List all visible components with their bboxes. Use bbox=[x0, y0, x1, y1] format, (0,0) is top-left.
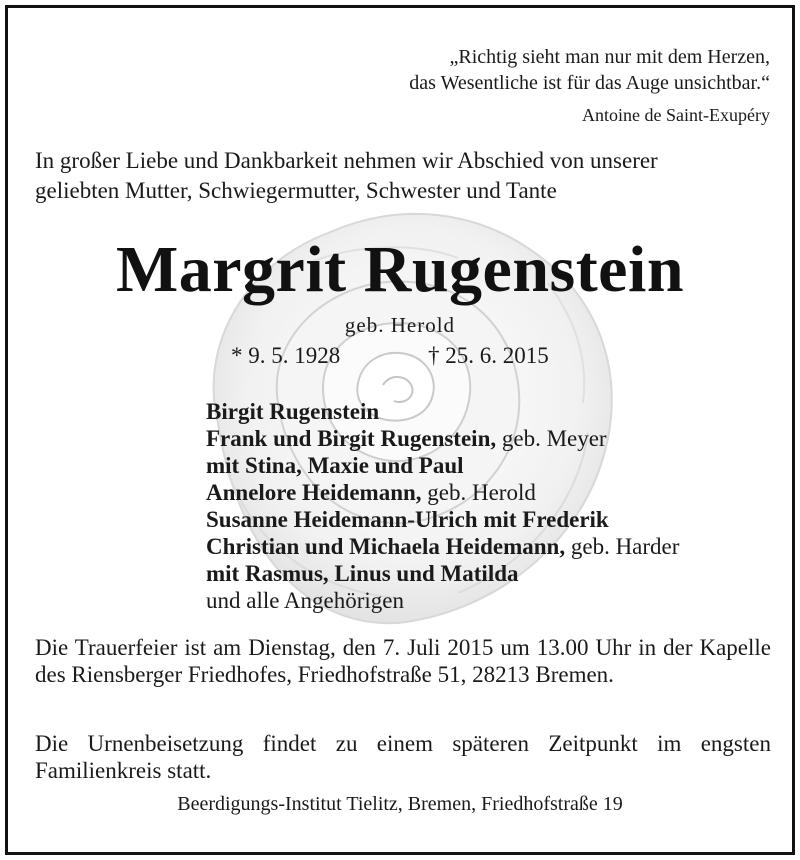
mourner-normal: und alle Angehörigen bbox=[206, 588, 405, 613]
mourner-bold: mit Rasmus, Linus und Matilda bbox=[206, 561, 519, 586]
quote-line-2: das Wesentliche ist für das Auge unsichtbar.“ bbox=[409, 72, 770, 94]
mourner-line bbox=[206, 452, 679, 479]
death-date: † 25. 6. 2015 bbox=[428, 343, 549, 368]
intro-text bbox=[35, 146, 771, 206]
mourner-bold: Christian und Michaela Heidemann, bbox=[206, 534, 566, 559]
mourners-list bbox=[206, 398, 679, 614]
intro-line-1: In großer Liebe und Dankbarkeit nehmen wir Abschied von unserer bbox=[35, 148, 658, 173]
mourner-normal: geb. Harder bbox=[565, 534, 680, 559]
intro-line-2: geliebten Mutter, Schwiegermutter, Schwester und Tante bbox=[35, 178, 557, 203]
birth-name bbox=[8, 313, 792, 338]
birth-date: * 9. 5. 1928 bbox=[231, 343, 341, 368]
mourner-line bbox=[206, 425, 679, 452]
quote-block bbox=[409, 44, 770, 128]
birth-name-text: geb. Herold bbox=[344, 313, 456, 337]
mourner-normal: geb. Herold bbox=[421, 480, 536, 505]
quote-line-1: „Richtig sieht man nur mit dem Herzen, bbox=[449, 46, 770, 68]
deceased-name: Margrit Rugenstein bbox=[115, 233, 685, 306]
mourner-line bbox=[206, 533, 679, 560]
quote-author: Antoine de Saint-Exupéry bbox=[582, 105, 770, 125]
urn-burial-info: Die Urnenbeisetzung findet zu einem späteren Zeitpunkt im engsten Familienkreis statt. bbox=[35, 731, 771, 783]
mourner-bold: Susanne Heidemann-Ulrich mit Frederik bbox=[206, 507, 609, 532]
mourner-bold: mit Stina, Maxie und Paul bbox=[206, 453, 464, 478]
obituary-notice bbox=[5, 5, 795, 855]
mourner-line bbox=[206, 398, 679, 425]
mourner-bold: Frank und Birgit Rugenstein, bbox=[206, 426, 497, 451]
mourner-line bbox=[206, 479, 679, 506]
mourner-line bbox=[206, 560, 679, 587]
mourner-line bbox=[206, 506, 679, 533]
funeral-service-info: Die Trauerfeier ist am Dienstag, den 7. Juli 2015 um 13.00 Uhr in der Kapelle des Riensberger Friedhofes, Friedhofstraße 51, 28213 Bremen. bbox=[35, 635, 771, 687]
mourner-line bbox=[206, 587, 679, 614]
undertaker-info: Beerdigungs-Institut Tielitz, Bremen, Friedhofstraße 19 bbox=[177, 793, 623, 815]
mourner-bold: Birgit Rugenstein bbox=[206, 399, 380, 424]
mourner-bold: Annelore Heidemann, bbox=[206, 480, 422, 505]
mourner-normal: geb. Meyer bbox=[496, 426, 607, 451]
